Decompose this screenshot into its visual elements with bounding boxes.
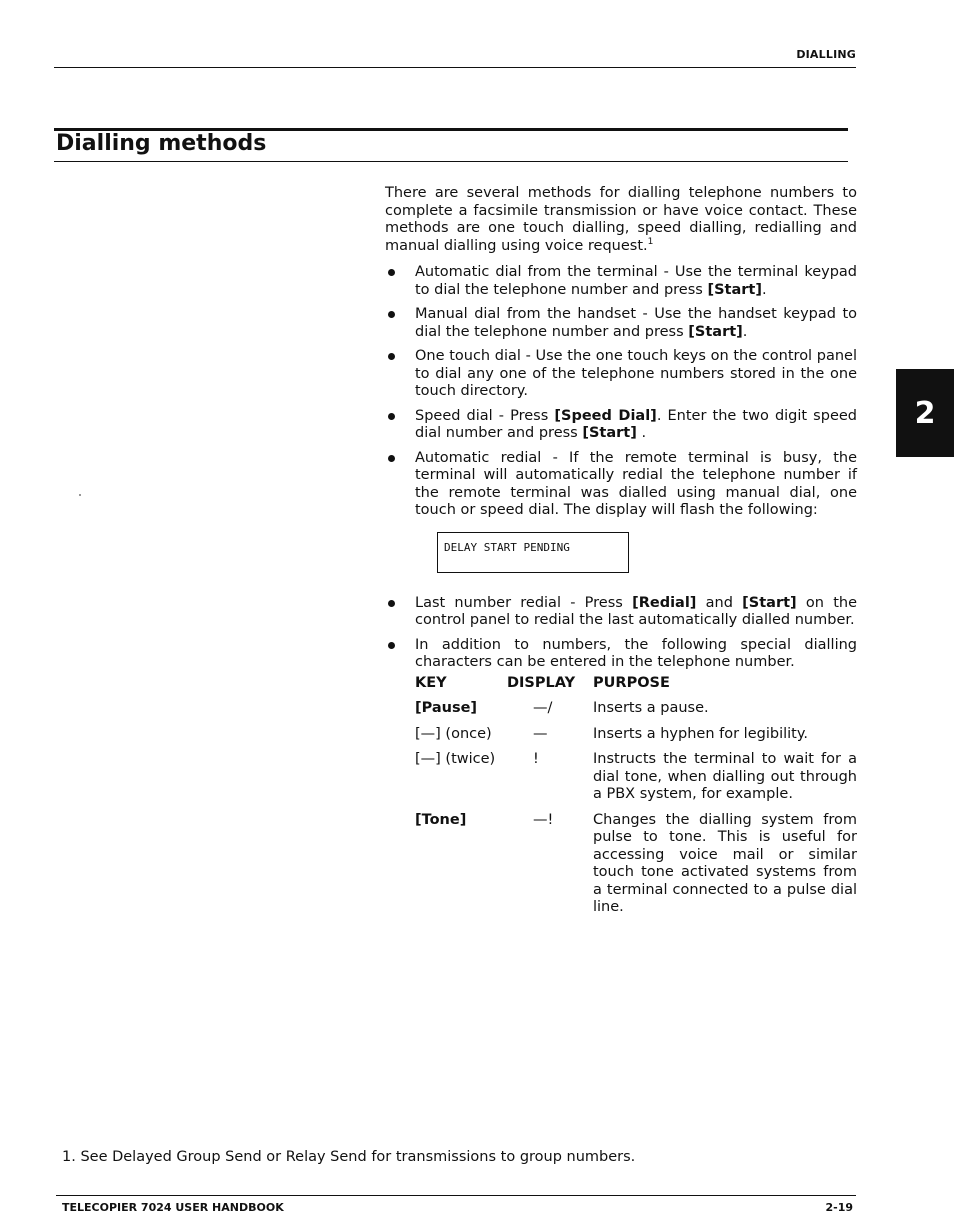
footnote-ref: 1 bbox=[647, 236, 654, 247]
bullet-icon bbox=[388, 353, 395, 360]
title-rule-bottom bbox=[54, 161, 848, 162]
bullet-icon bbox=[388, 642, 395, 649]
list-item: Automatic redial - If the remote terminal is busy, the terminal will automatically redial the telephone number if the remote terminal was dialled using manual dial, one touch or speed dial. The display will flash the following: bbox=[385, 450, 857, 520]
bullet-icon bbox=[388, 413, 395, 420]
purpose-cell: Inserts a pause. bbox=[593, 700, 709, 716]
table-row bbox=[415, 812, 857, 917]
footnote: 1. See Delayed Group Send or Relay Send for transmissions to group numbers. bbox=[62, 1149, 636, 1165]
key-table bbox=[415, 675, 857, 917]
table-row bbox=[415, 700, 857, 718]
display-cell: — bbox=[533, 725, 548, 742]
table-row bbox=[415, 751, 857, 804]
section-title: Dialling methods bbox=[56, 131, 267, 156]
key-cell: [Pause] bbox=[415, 700, 478, 716]
key-cell: [Tone] bbox=[415, 811, 467, 828]
scan-speck bbox=[79, 494, 81, 496]
bullet-icon bbox=[388, 311, 395, 318]
display-cell: ! bbox=[533, 751, 539, 767]
footer-rule bbox=[56, 1195, 856, 1196]
list-item: One touch dial - Use the one touch keys on the control panel to dial any one of the telephone numbers stored in the one touch directory. bbox=[385, 348, 857, 401]
page-number: 2-19 bbox=[825, 1201, 853, 1214]
chapter-tab: 2 bbox=[896, 369, 954, 457]
purpose-cell: Instructs the terminal to wait for a dial tone, when dialling out through a PBX system, for example. bbox=[593, 751, 857, 802]
bullet-icon bbox=[388, 600, 395, 607]
column-header-display: DISPLAY bbox=[507, 674, 576, 691]
list-item: In addition to numbers, the following special dialling characters can be entered in the telephone number. bbox=[385, 637, 857, 672]
key-cell: [—] (once) bbox=[415, 725, 492, 742]
list-item: Manual dial from the handset - Use the handset keypad to dial the telephone number and press [Start]. bbox=[385, 306, 857, 341]
list-item: Speed dial - Press [Speed Dial]. Enter the two digit speed dial number and press [Start] . bbox=[385, 408, 857, 443]
header-rule bbox=[54, 67, 856, 68]
table-row bbox=[415, 726, 857, 744]
method-list-continued bbox=[385, 595, 857, 672]
column-header-key: KEY bbox=[415, 674, 447, 691]
column-header-purpose: PURPOSE bbox=[593, 674, 670, 691]
list-item: Automatic dial from the terminal - Use the terminal keypad to dial the telephone number and press [Start]. bbox=[385, 264, 857, 299]
bullet-icon bbox=[388, 269, 395, 276]
display-panel: DELAY START PENDING bbox=[437, 532, 629, 573]
bullet-icon bbox=[388, 455, 395, 462]
method-list bbox=[385, 264, 857, 520]
display-cell: —! bbox=[533, 811, 554, 828]
list-item: Last number redial - Press [Redial] and [Start] on the control panel to redial the last automatically dialled number. bbox=[385, 595, 857, 630]
key-cell: [—] (twice) bbox=[415, 751, 496, 767]
intro-paragraph bbox=[385, 185, 857, 255]
display-cell: —/ bbox=[533, 700, 553, 716]
running-header: DIALLING bbox=[796, 48, 856, 61]
purpose-cell: Changes the dialling system from pulse to tone. This is useful for accessing voice mail or similar touch tone activated systems from a terminal connected to a pulse dial line. bbox=[593, 811, 857, 915]
purpose-cell: Inserts a hyphen for legibility. bbox=[593, 725, 808, 742]
body-content bbox=[385, 185, 857, 925]
intro-text: There are several methods for dialling telephone numbers to complete a facsimile transmission or have voice contact. These methods are one touch dialling, speed dialling, redialling and manual dialling using voice request. bbox=[385, 185, 857, 254]
footer-title: TELECOPIER 7024 USER HANDBOOK bbox=[62, 1201, 284, 1214]
table-header bbox=[415, 675, 857, 693]
